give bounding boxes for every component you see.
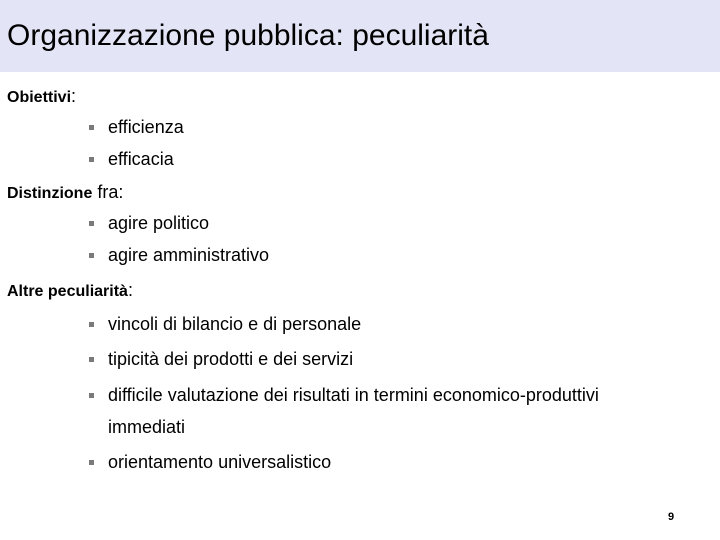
section-heading-suffix: fra:: [92, 182, 124, 202]
list-item-text: efficacia: [108, 149, 174, 169]
square-bullet-icon: [89, 322, 94, 327]
list-item-text: efficienza: [108, 117, 184, 137]
list-item-text: vincoli di bilancio e di personale: [108, 314, 362, 334]
section-heading-altre-peculiarita: [7, 280, 133, 302]
section-heading-suffix: :: [127, 280, 133, 300]
list-item-text: agire amministrativo: [108, 245, 270, 265]
list-item-text: difficile valutazione dei risultati in termini economico-produttivi: [108, 385, 599, 405]
list-item-text: agire politico: [108, 213, 210, 233]
list-item-continuation: immediati: [108, 417, 186, 437]
square-bullet-icon: [89, 460, 94, 465]
title-bar: [0, 0, 720, 72]
section-heading-label: Altre peculiarità: [7, 283, 128, 300]
section-heading-obiettivi: [7, 86, 76, 108]
section-heading-label: Distinzione: [7, 185, 93, 202]
section-heading-distinzione: [7, 182, 123, 204]
square-bullet-icon: [89, 393, 94, 398]
section-heading-suffix: :: [71, 86, 77, 106]
square-bullet-icon: [89, 253, 94, 258]
square-bullet-icon: [89, 221, 94, 226]
section-heading-label: Obiettivi: [7, 89, 72, 106]
square-bullet-icon: [89, 157, 94, 162]
list-item-text: tipicità dei prodotti e dei servizi: [108, 349, 354, 369]
slide-title: Organizzazione pubblica: peculiarità: [7, 19, 489, 52]
square-bullet-icon: [89, 357, 94, 362]
list-item-text: orientamento universalistico: [108, 452, 332, 472]
page-number: 9: [668, 511, 675, 523]
square-bullet-icon: [89, 125, 94, 130]
